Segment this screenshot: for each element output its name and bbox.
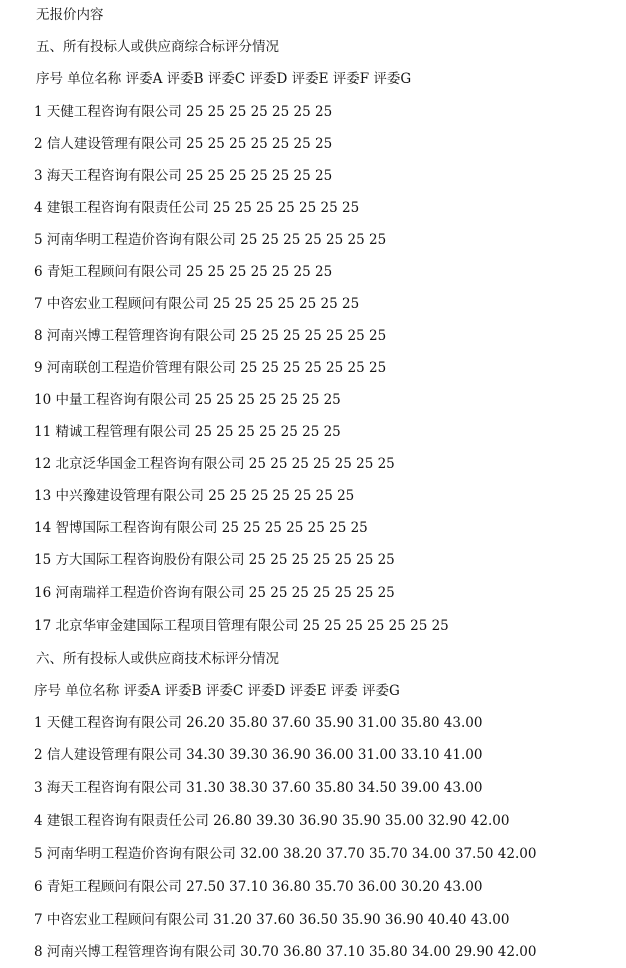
section5-title: 五、所有投标人或供应商综合标评分情况 — [36, 39, 279, 55]
section5-row: 4 建银工程咨询有限责任公司 25 25 25 25 25 25 25 — [34, 200, 360, 216]
section6-row: 5 河南华明工程造价咨询有限公司 32.00 38.20 37.70 35.70 34.00 37.50 42.00 — [34, 846, 537, 862]
section5-row: 1 天健工程咨询有限公司 25 25 25 25 25 25 25 — [34, 104, 333, 120]
section5-row: 16 河南瑞祥工程造价咨询有限公司 25 25 25 25 25 25 25 — [34, 585, 395, 601]
section5-row: 10 中量工程咨询有限公司 25 25 25 25 25 25 25 — [34, 392, 341, 408]
section6-row: 2 信人建设管理有限公司 34.30 39.30 36.90 36.00 31.00 33.10 41.00 — [34, 747, 483, 763]
section5-row: 13 中兴豫建设管理有限公司 25 25 25 25 25 25 25 — [34, 488, 355, 504]
section5-row: 14 智博国际工程咨询有限公司 25 25 25 25 25 25 25 — [34, 520, 368, 536]
intro-text: 无报价内容 — [36, 7, 104, 23]
section5-row: 7 中咨宏业工程顾问有限公司 25 25 25 25 25 25 25 — [34, 296, 360, 312]
section6-row: 7 中咨宏业工程顾问有限公司 31.20 37.60 36.50 35.90 36.90 40.40 43.00 — [34, 912, 510, 928]
section6-row: 8 河南兴博工程管理咨询有限公司 30.70 36.80 37.10 35.80 34.00 29.90 42.00 — [34, 944, 537, 960]
section6-title: 六、所有投标人或供应商技术标评分情况 — [36, 651, 279, 667]
section6-row: 3 海天工程咨询有限公司 31.30 38.30 37.60 35.80 34.50 39.00 43.00 — [34, 780, 483, 796]
section5-row: 5 河南华明工程造价咨询有限公司 25 25 25 25 25 25 25 — [34, 232, 387, 248]
section5-row: 8 河南兴博工程管理咨询有限公司 25 25 25 25 25 25 25 — [34, 328, 387, 344]
section6-header: 序号 单位名称 评委A 评委B 评委C 评委D 评委E 评委 评委G — [34, 683, 400, 699]
section5-row: 9 河南联创工程造价管理有限公司 25 25 25 25 25 25 25 — [34, 360, 387, 376]
section5-row: 11 精诚工程管理有限公司 25 25 25 25 25 25 25 — [34, 424, 341, 440]
section5-row: 15 方大国际工程咨询股份有限公司 25 25 25 25 25 25 25 — [34, 552, 395, 568]
section5-header: 序号 单位名称 评委A 评委B 评委C 评委D 评委E 评委F 评委G — [36, 71, 412, 87]
section6-row: 1 天健工程咨询有限公司 26.20 35.80 37.60 35.90 31.00 35.80 43.00 — [34, 715, 483, 731]
section5-row: 17 北京华审金建国际工程项目管理有限公司 25 25 25 25 25 25 25 — [34, 618, 449, 634]
section6-row: 6 青矩工程顾问有限公司 27.50 37.10 36.80 35.70 36.00 30.20 43.00 — [34, 879, 483, 895]
section6-row: 4 建银工程咨询有限责任公司 26.80 39.30 36.90 35.90 35.00 32.90 42.00 — [34, 813, 510, 829]
section5-row: 12 北京泛华国金工程咨询有限公司 25 25 25 25 25 25 25 — [34, 456, 395, 472]
section5-row: 6 青矩工程顾问有限公司 25 25 25 25 25 25 25 — [34, 264, 333, 280]
section5-row: 3 海天工程咨询有限公司 25 25 25 25 25 25 25 — [34, 168, 333, 184]
section5-row: 2 信人建设管理有限公司 25 25 25 25 25 25 25 — [34, 136, 333, 152]
